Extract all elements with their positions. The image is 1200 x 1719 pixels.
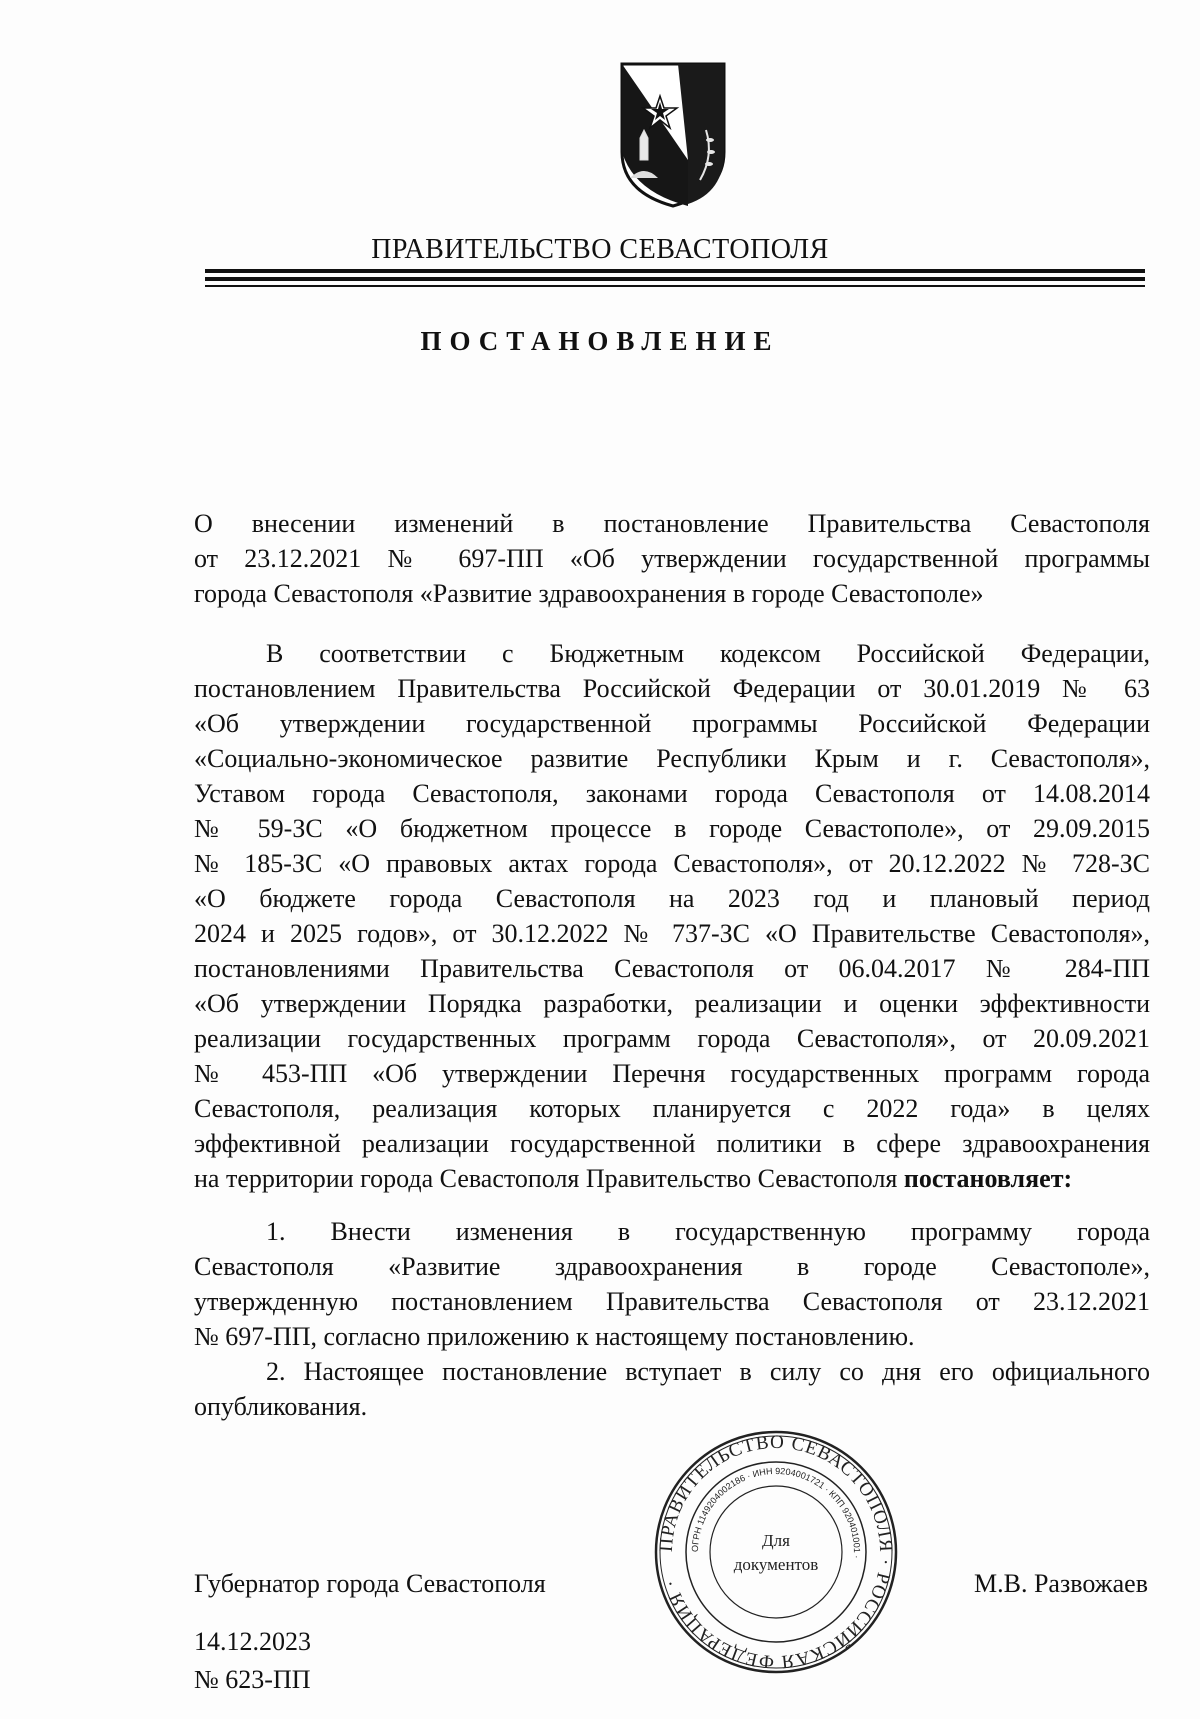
seal-inner-text: ОГРН 1149204002186 · ИНН 9204001721 · КПП 920401001 ·: [689, 1465, 863, 1559]
preamble-line: на территории города Севастополя Правительство Севастополя: [194, 1164, 898, 1193]
header-rule-thick: [205, 269, 1145, 273]
item-1-line: утвержденную постановлением Правительства Севастополя от 23.12.2021: [194, 1287, 1150, 1316]
document-number: № 623-ПП: [194, 1665, 311, 1694]
seal-center-line-1: Для: [762, 1531, 790, 1550]
preamble-line: № 59-ЗС «О бюджетном процессе в городе Севастополе», от 29.09.2015: [194, 814, 1150, 843]
preamble-line: № 185-ЗС «О правовых актах города Севастополя», от 20.12.2022 № 728-ЗС: [194, 849, 1150, 878]
preamble-line: «Об утверждении государственной программы Российской Федерации: [194, 709, 1150, 738]
preamble-line: Севастополя, реализация которых планируется с 2022 года» в целях: [194, 1094, 1150, 1123]
item-2-line: опубликования.: [194, 1392, 368, 1421]
preamble-line: В соответствии с Бюджетным кодексом Российской Федерации,: [266, 639, 1150, 668]
preamble-line: «Об утверждении Порядка разработки, реализации и оценки эффективности: [194, 989, 1150, 1018]
preamble-line: 2024 и 2025 годов», от 30.12.2022 № 737-ЗС «О Правительстве Севастополя»,: [194, 919, 1150, 948]
signatory-title: Губернатор города Севастополя: [194, 1569, 546, 1598]
preamble-line: эффективной реализации государственной политики в сфере здравоохранения: [194, 1129, 1150, 1158]
document-date: 14.12.2023: [194, 1627, 311, 1656]
item-1-line: 1. Внести изменения в государственную программу города: [266, 1217, 1150, 1246]
preamble-line: «О бюджете города Севастополя на 2023 год и плановый период: [194, 884, 1150, 913]
document-subject: [194, 506, 1150, 611]
decision-word: постановляет:: [903, 1164, 1073, 1193]
signatory-name: М.В. Развожаев: [973, 1569, 1148, 1598]
preamble-line: № 453-ПП «Об утверждении Перечня государственных программ города: [194, 1059, 1150, 1088]
preamble-last-line: [194, 1161, 1150, 1196]
seal-center-line-2: документов: [733, 1555, 819, 1574]
item-2-line: 2. Настоящее постановление вступает в силу со дня его официального: [266, 1357, 1150, 1386]
government-title: ПРАВИТЕЛЬСТВО СЕВАСТОПОЛЯ: [371, 234, 829, 265]
subject-line: от 23.12.2021 № 697-ПП «Об утверждении государственной программы: [194, 544, 1150, 573]
preamble-line: постановлением Правительства Российской Федерации от 30.01.2019 № 63: [194, 674, 1150, 703]
header-rule-thick-2: [205, 277, 1145, 281]
subject-line: О внесении изменений в постановление Правительства Севастополя: [194, 509, 1150, 538]
preamble-line: Уставом города Севастополя, законами города Севастополя от 14.08.2014: [194, 779, 1150, 808]
subject-line: города Севастополя «Развитие здравоохранения в городе Севастополе»: [194, 579, 984, 608]
preamble-line: постановлениями Правительства Севастополя от 06.04.2017 № 284-ПП: [194, 954, 1150, 983]
item-1-line: № 697-ПП, согласно приложению к настоящему постановлению.: [194, 1322, 915, 1351]
header-rule-thin: [205, 285, 1145, 287]
preamble-paragraph: [194, 636, 1150, 1196]
document-type: ПОСТАНОВЛЕНИЕ: [420, 326, 780, 356]
preamble-line: реализации государственных программ города Севастополя», от 20.09.2021: [194, 1024, 1150, 1053]
item-1-line: Севастополя «Развитие здравоохранения в городе Севастополе»,: [194, 1252, 1150, 1281]
coat-of-arms-emblem: [614, 60, 732, 210]
resolution-items: [194, 1214, 1150, 1424]
preamble-line: «Социально-экономическое развитие Республики Крым и г. Севастополя»,: [194, 744, 1150, 773]
seal-outer-text: ПРАВИТЕЛЬСТВО СЕВАСТОПОЛЯ · РОССИЙСКАЯ ФЕДЕРАЦИЯ ·: [655, 1431, 897, 1673]
official-seal-stamp: [652, 1428, 900, 1676]
